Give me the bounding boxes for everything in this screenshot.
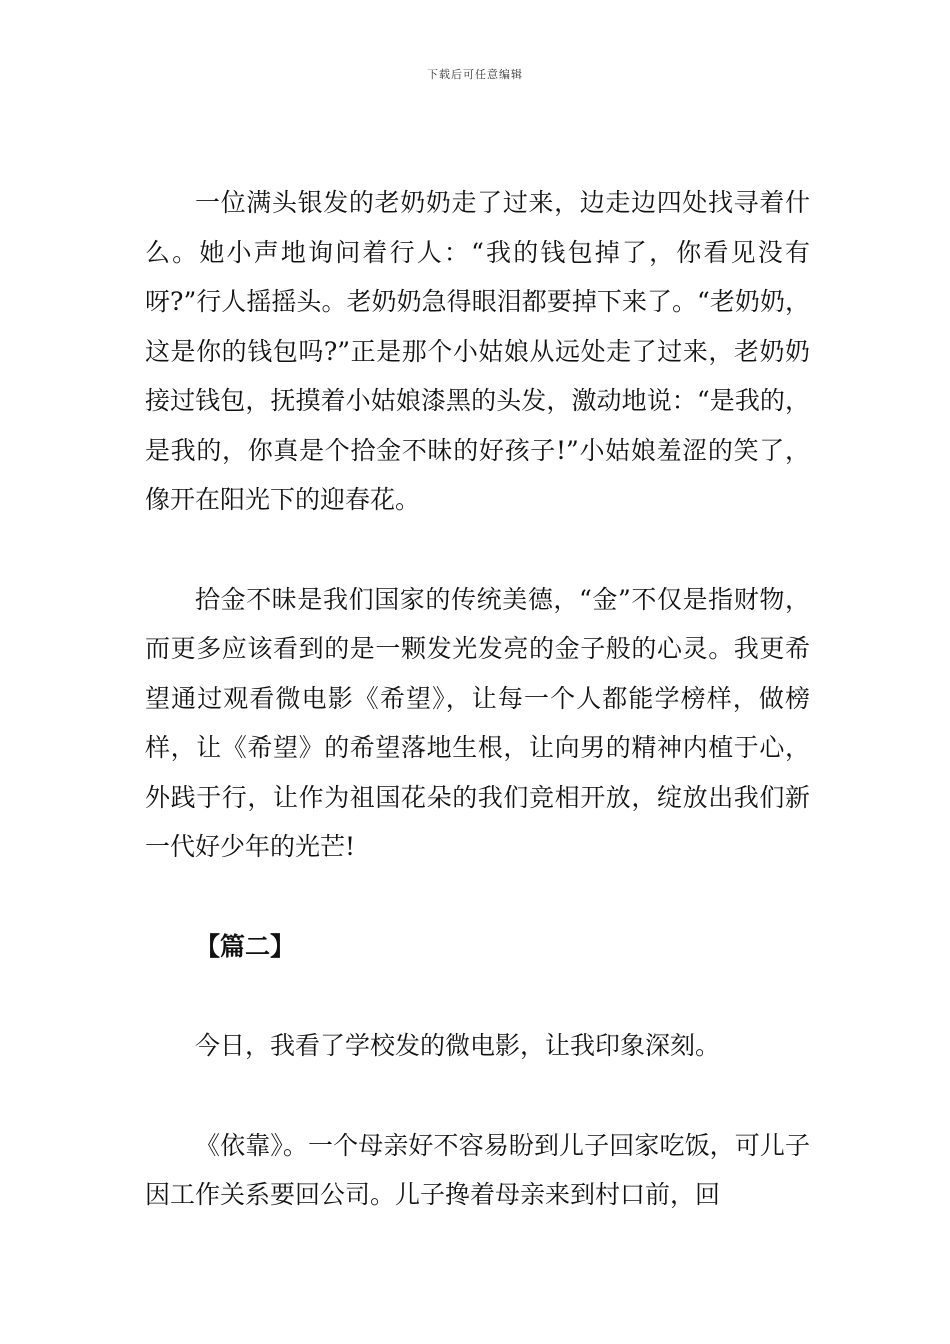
paragraph-spacer [145,971,810,1021]
section-title: 【篇二】 [195,931,296,961]
document-body [145,178,810,1220]
paragraph-3: 今日，我看了学校发的微电影，让我印象深刻。 [195,1031,721,1060]
paragraph-1: 一位满头银发的老奶奶走了过来，边走边四处找寻着什么。她小声地询问着行人：“我的钱包掉了，你看见没有呀?”行人摇摇头。老奶奶急得眼泪都要掉下来了。“老奶奶，这是你的钱包吗?”正是那个小姑娘从远处走了过来，老奶奶接过钱包，抚摸着小姑娘漆黑的头发，激动地说：“是我的，是我的，你真是个拾金不昧的好孩子!”小姑娘羞涩的笑了，像开在阳光下的迎春花。 [145,188,810,514]
paragraph-spacer [145,872,810,922]
paragraph-spacer [145,1071,810,1121]
page-header: 下载后可任意编辑 [427,68,523,81]
paragraph-4: 《依靠》。一个母亲好不容易盼到儿子回家吃饭，可儿子因工作关系要回公司。儿子搀着母亲来到村口前，回 [145,1130,810,1209]
paragraph-2: 拾金不昧是我们国家的传统美德，“金”不仅是指财物，而更多应该看到的是一颗发光发亮的金子般的心灵。我更希望通过观看微电影《希望》，让每一个人都能学榜样，做榜样，让《希望》的希望落地生根，让向男的精神内植于心，外践于行，让作为祖国花朵的我们竞相开放，绽放出我们新一代好少年的光芒! [145,584,810,861]
paragraph-spacer [145,525,810,575]
